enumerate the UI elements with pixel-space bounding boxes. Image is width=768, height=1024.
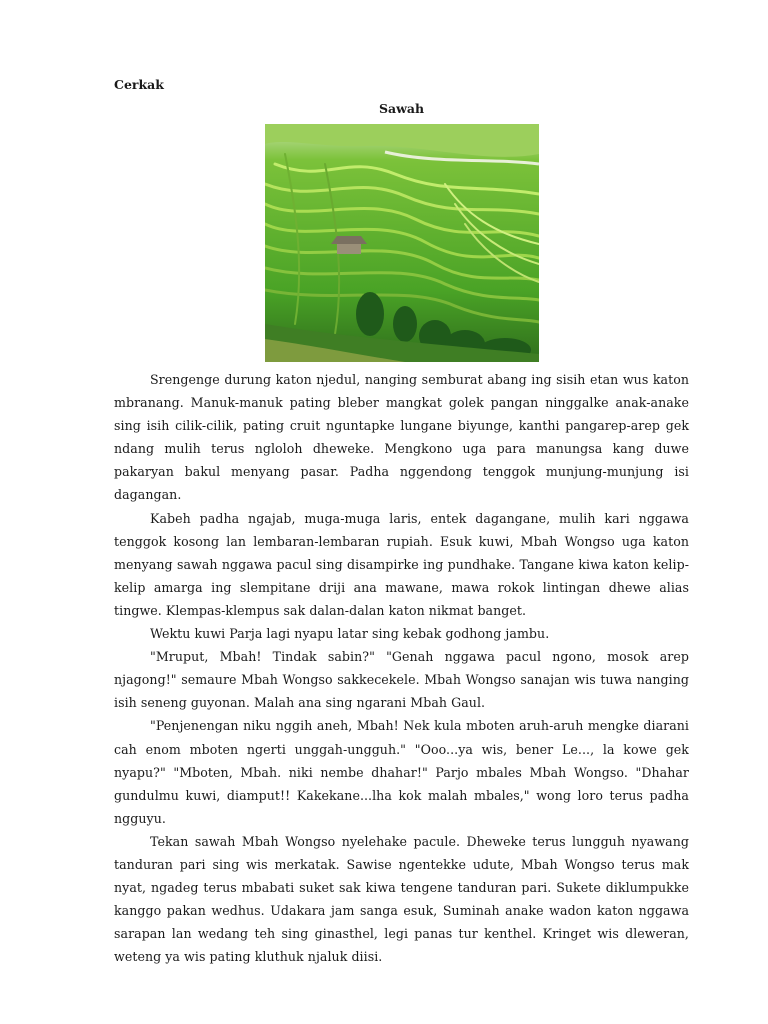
rice-terrace-photo — [265, 124, 539, 362]
document-page — [114, 76, 689, 968]
document-title: Sawah — [378, 101, 425, 116]
story-body — [114, 368, 689, 968]
document-genre: Cerkak — [114, 77, 164, 92]
paragraph: "Penjenengan niku nggih aneh, Mbah! Nek kula mboten aruh-aruh mengke diarani cah enom mboten ngerti unggah-ungguh." "Ooo...ya wis, bener Le..., la kowe gek nyapu?" "Mboten, Mbah. niki nembe dhahar!" Parjo mbales Mbah Wongso. "Dhahar gundulmu kuwi, diamput!! Kakekane...lha kok malah mbales," wong loro terus padha ngguyu. — [114, 718, 689, 826]
paragraph: "Mruput, Mbah! Tindak sabin?" "Genah nggawa pacul ngono, mosok arep njagong!" semaure Mbah Wongso sakkecekele. Mbah Wongso sanajan wis tuwa nanging isih seneng guyonan. Malah ana sing ngarani Mbah Gaul. — [114, 649, 689, 711]
paragraph: Tekan sawah Mbah Wongso nyelehake pacule. Dheweke terus lungguh nyawang tanduran pari sing wis merkatak. Sawise ngentekke udute, Mbah Wongso terus mak nyat, ngadeg terus mbabati suket sak kiwa tengene tanduran pari. Sukete diklumpukke kanggo pakan wedhus. Udakara jam sanga esuk, Suminah anake wadon katon nggawa sarapan lan wedang teh sing ginasthel, legi panas tur kenthel. Kringet wis dleweran, weteng ya wis pating kluthuk njaluk diisi. — [114, 833, 689, 965]
paragraph: Kabeh padha ngajab, muga-muga laris, entek dagangane, mulih kari nggawa tenggok kosong lan lembaran-lembaran rupiah. Esuk kuwi, Mbah Wongso uga katon menyang sawah nggawa pacul sing disampirke ing pundhake. Tangane kiwa katon kelip-kelip amarga ing slempitane driji ana mawane, mawa rokok lintingan dhewe alias tingwe. Klempas-klempus sak dalan-dalan katon nikmat banget. — [114, 510, 689, 618]
paragraph: Srengenge durung katon njedul, nanging semburat abang ing sisih etan wus katon mbranang. Manuk-manuk pating bleber mangkat golek pangan ninggalke anak-anake sing isih cilik-cilik, pating cruit nguntapke lungane biyunge, kanthi pangarep-arep gek ndang mulih terus ngloloh dheweke. Mengkono uga para manungsa kang duwe pakaryan bakul menyang pasar. Padha nggendong tenggok munjung-munjung isi dagangan. — [114, 372, 689, 503]
paragraph: Wektu kuwi Parja lagi nyapu latar sing kebak godhong jambu. — [150, 626, 550, 642]
